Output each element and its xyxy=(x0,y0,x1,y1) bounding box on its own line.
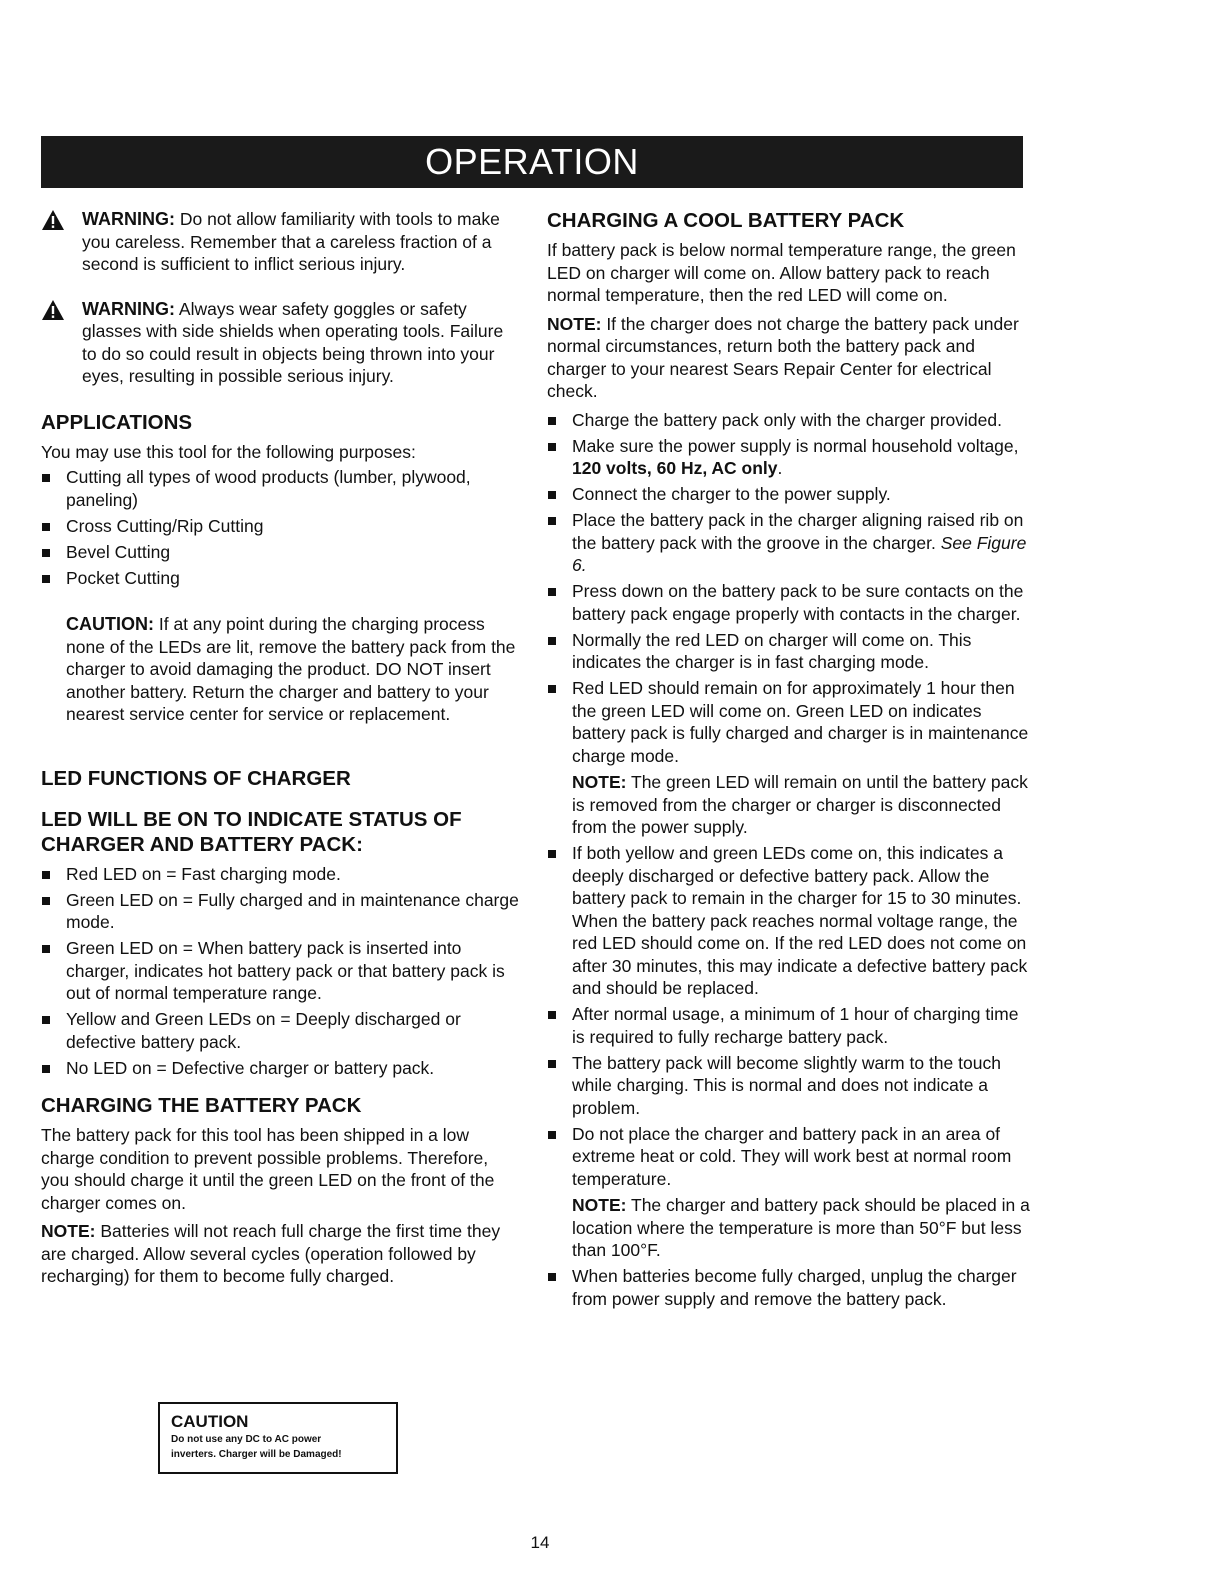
list-item: Cutting all types of wood products (lumber, plywood, paneling) xyxy=(41,466,521,511)
note-text: The charger and battery pack should be placed in a location where the temperature is more than 50°F but less than 100°F. xyxy=(572,1195,1030,1260)
list-item-text: . xyxy=(777,458,783,478)
note-text: If the charger does not charge the battery pack under normal circumstances, return both the battery pack and charger to your nearest Sears Repair Center for electrical check. xyxy=(547,313,1019,401)
list-item: Bevel Cutting xyxy=(41,541,521,564)
note-temperature xyxy=(572,1194,1032,1262)
right-column xyxy=(547,208,1032,1314)
list-item: Press down on the battery pack to be sure contacts on the battery pack engage properly with contacts in the charger. xyxy=(547,580,1032,625)
list-item-text: Make sure the power supply is normal household voltage, xyxy=(572,435,1019,456)
caution-paragraph xyxy=(41,613,521,726)
list-item: If both yellow and green LEDs come on, this indicates a deeply discharged or defective battery pack. Allow the battery pack to remain in the charger for 15 to 30 minutes. When the battery pack reaches normal voltage range, the red LED should come on. If the red LED does not come on after 30 minutes, this may indicate a defective battery pack and should be replaced. xyxy=(547,842,1032,1000)
page-number: 14 xyxy=(530,1533,550,1552)
list-item: After normal usage, a minimum of 1 hour of charging time is required to fully recharge battery pack. xyxy=(547,1003,1032,1048)
list-item: Red LED on = Fast charging mode. xyxy=(41,863,521,886)
list-item xyxy=(547,435,1032,480)
note-green-led xyxy=(572,771,1032,839)
figure-reference: See Figure 6. xyxy=(572,532,1027,575)
charging-steps-list xyxy=(547,409,1032,1311)
list-item: No LED on = Defective charger or battery pack. xyxy=(41,1057,521,1080)
list-item: When batteries become fully charged, unplug the charger from power supply and remove the battery pack. xyxy=(547,1265,1032,1310)
list-item: Cross Cutting/Rip Cutting xyxy=(41,515,521,538)
section-title-banner: OPERATION xyxy=(41,136,1023,188)
caution-box-title: CAUTION xyxy=(171,1412,249,1431)
led-list xyxy=(41,863,521,1080)
applications-intro: You may use this tool for the following purposes: xyxy=(41,441,416,462)
note-label: NOTE: xyxy=(572,772,627,792)
left-column xyxy=(41,208,521,1294)
list-item-text: Red LED should remain on for approximately 1 hour then the green LED will come on. Green LED on indicates battery pack is fully charged and charger is in maintenance charge mode. xyxy=(572,678,1029,766)
cool-battery-paragraph: If battery pack is below normal temperature range, the green LED on charger will come on. Allow battery pack to reach normal temperature, then the red LED will come on. xyxy=(547,240,1016,305)
voltage-spec: 120 volts, 60 Hz, AC only xyxy=(572,458,778,478)
list-item: Normally the red LED on charger will come on. This indicates the charger is in fast charging mode. xyxy=(547,629,1032,674)
list-item: Green LED on = Fully charged and in maintenance charge mode. xyxy=(41,889,521,934)
list-item xyxy=(547,509,1032,577)
list-item: Charge the battery pack only with the charger provided. xyxy=(547,409,1032,432)
cool-battery-heading: CHARGING A COOL BATTERY PACK xyxy=(547,209,905,232)
applications-heading: APPLICATIONS xyxy=(41,410,193,434)
warning-triangle-icon xyxy=(41,209,65,231)
list-item: Yellow and Green LEDs on = Deeply discharged or defective battery pack. xyxy=(41,1008,521,1053)
warning-familiarity xyxy=(41,208,521,276)
charging-heading: CHARGING THE BATTERY PACK xyxy=(41,1094,362,1117)
note-repair-center xyxy=(547,313,1032,403)
note-text: The green LED will remain on until the battery pack is removed from the charger or charger is disconnected from the power supply. xyxy=(572,772,1028,837)
caution-box xyxy=(158,1402,398,1474)
warning-text: Do not allow familiarity with tools to make you careless. Remember that a careless fraction of a second is sufficient to inflict serious injury. xyxy=(82,209,500,274)
list-item-text: Do not place the charger and battery pack in an area of extreme heat or cold. They will work best at normal room temperature. xyxy=(572,1123,1012,1189)
note-label: NOTE: xyxy=(41,1221,96,1241)
list-item: Pocket Cutting xyxy=(41,567,521,590)
note-label: NOTE: xyxy=(572,1195,627,1215)
caution-box-line-2: inverters. Charger will be Damaged! xyxy=(171,1449,342,1460)
warning-text: Always wear safety goggles or safety glasses with side shields when operating tools. Failure to do so could result in objects being thrown into your eyes, resulting in possible serious injury. xyxy=(82,298,504,386)
led-functions-heading: LED FUNCTIONS OF CHARGER xyxy=(41,766,351,790)
note-text: Batteries will not reach full charge the first time they are charged. Allow several cycles (operation followed by recharging) for them to become fully charged. xyxy=(41,1221,501,1286)
caution-label: CAUTION: xyxy=(66,614,154,634)
list-item xyxy=(547,677,1032,839)
applications-list xyxy=(41,466,521,589)
caution-box-line-1: Do not use any DC to AC power xyxy=(171,1434,322,1445)
warning-label: WARNING: xyxy=(82,209,175,229)
list-item xyxy=(547,1123,1032,1262)
warning-goggles xyxy=(41,298,521,388)
charging-note xyxy=(41,1220,521,1288)
list-item: Green LED on = When battery pack is inserted into charger, indicates hot battery pack or that battery pack is out of normal temperature range. xyxy=(41,937,521,1005)
note-label: NOTE: xyxy=(547,313,602,334)
list-item: Connect the charger to the power supply. xyxy=(547,483,1032,506)
list-item: The battery pack will become slightly warm to the touch while charging. This is normal and does not indicate a problem. xyxy=(547,1052,1032,1120)
caution-text: If at any point during the charging process none of the LEDs are lit, remove the battery pack from the charger to avoid damaging the product. DO NOT insert another battery. Return the charger and battery to your nearest service center for service or replacement. xyxy=(66,614,516,724)
list-item-text: Place the battery pack in the charger aligning raised rib on the battery pack with the groove in the charger. xyxy=(572,510,1024,553)
warning-label: WARNING: xyxy=(82,298,175,319)
led-status-subheading: LED WILL BE ON TO INDICATE STATUS OF CHARGER AND BATTERY PACK: xyxy=(41,807,462,856)
warning-triangle-icon xyxy=(41,299,65,321)
charging-paragraph: The battery pack for this tool has been shipped in a low charge condition to prevent possible problems. Therefore, you should charge it until the green LED on the front of the charger comes on. xyxy=(41,1125,495,1213)
